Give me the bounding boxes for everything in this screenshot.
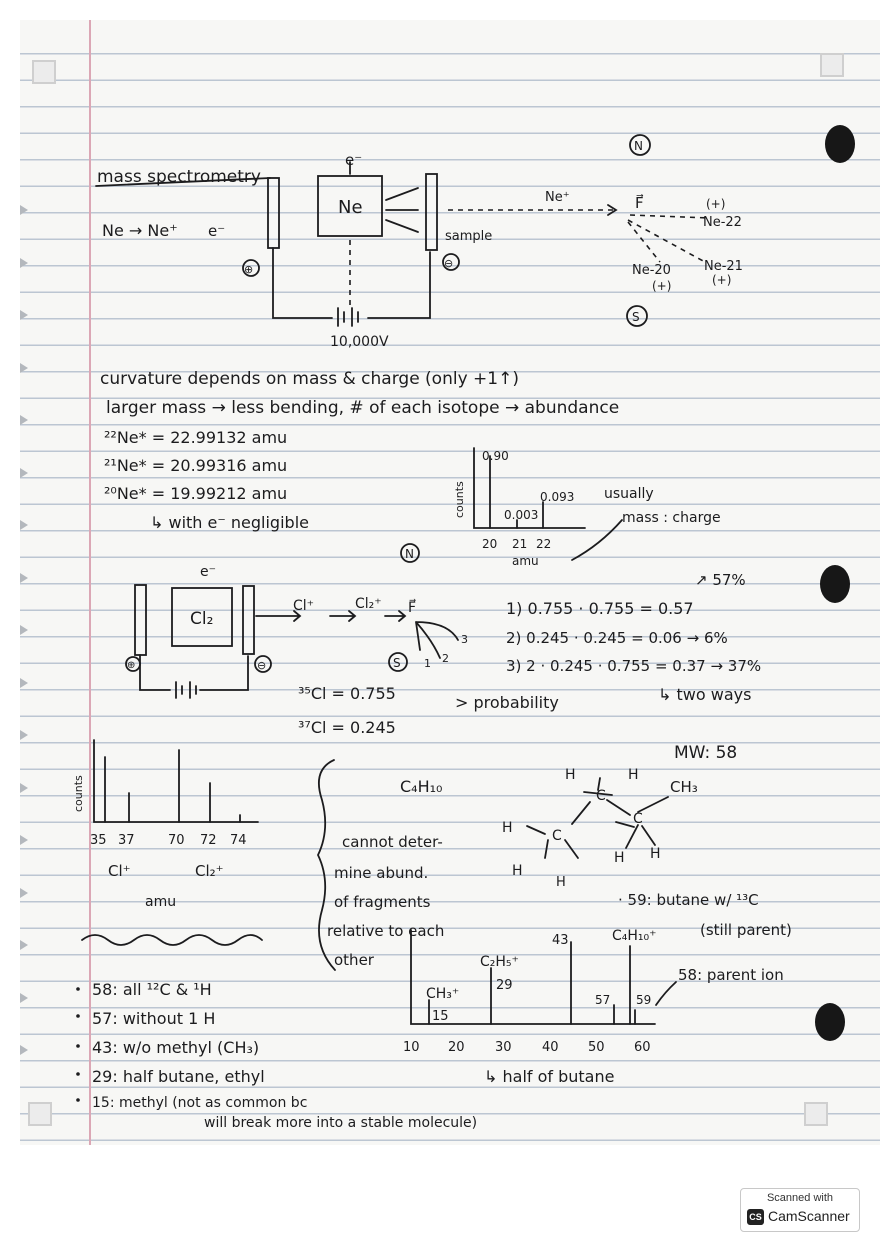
peak-label-15: 15: [432, 1009, 449, 1024]
ne-spectrometer-diagram: [96, 135, 710, 326]
positive-plate-label: ⊕: [127, 660, 136, 671]
tick-40: 40: [542, 1040, 559, 1055]
tick-30: 30: [495, 1040, 512, 1055]
positive-plate-label: ⊕: [244, 263, 254, 276]
cl2-ion-peak-label: Cl₂⁺: [195, 862, 224, 880]
cl-ion-label: Cl⁺: [293, 598, 315, 614]
probability-calc-3: 3) 2 · 0.245 · 0.755 = 0.37 → 37%: [506, 657, 762, 675]
tick-60: 60: [634, 1040, 651, 1055]
negative-plate-label: ⊖: [444, 257, 454, 270]
note-57-percent: ↗ 57%: [695, 571, 746, 589]
cl-ion-peak-label: Cl⁺: [108, 862, 131, 880]
arrow-to-mass-charge: [572, 520, 622, 560]
path-label-1: 1: [424, 657, 431, 670]
fragment-list-bullets: [76, 987, 80, 1102]
note-mass-charge: mass : charge: [622, 510, 721, 526]
atom-c: C: [596, 788, 606, 804]
negative-plate-label: ⊖: [257, 659, 267, 672]
camscanner-brand: CamScanner: [768, 1208, 850, 1224]
tick-37: 37: [118, 833, 135, 848]
atom-h: H: [565, 767, 576, 783]
note-relative: relative to each: [327, 922, 445, 940]
wavy-divider: [82, 935, 262, 945]
path-label-2: 2: [442, 652, 449, 665]
north-pole-label: N: [634, 139, 643, 153]
ne20-mass: ²⁰Ne* = 19.99212 amu: [104, 484, 288, 503]
force-vector-label: F⃗: [635, 194, 644, 212]
heading-mass-spectrometry: mass spectrometry: [97, 167, 261, 187]
electron-beam-label: e⁻: [345, 151, 363, 169]
probability-calc-1: 1) 0.755 · 0.755 = 0.57: [506, 599, 694, 618]
cl-spectrum-chart: [94, 740, 258, 822]
peak-value-0093: 0.093: [540, 490, 575, 504]
fragment-29: 29: half butane, ethyl: [92, 1067, 265, 1086]
ne21-label: Ne-21: [704, 259, 743, 274]
atom-h: H: [650, 846, 661, 862]
fragment-43: 43: w/o methyl (CH₃): [92, 1038, 260, 1057]
peak-label-57: 57: [595, 993, 611, 1007]
note-other: other: [334, 951, 374, 969]
atom-c: C: [633, 811, 643, 827]
atom-h: H: [628, 767, 639, 783]
butane-spectrum-chart: [411, 930, 676, 1024]
note-probability: > probability: [455, 693, 559, 712]
fragment-57: 57: without 1 H: [92, 1009, 216, 1028]
note-usually: usually: [604, 486, 654, 502]
tick-74: 74: [230, 833, 247, 848]
ne21-mass: ²¹Ne* = 20.99316 amu: [104, 456, 288, 475]
fragment-15-continued: will break more into a stable molecule): [204, 1115, 478, 1131]
tick-22: 22: [536, 537, 552, 551]
charge-label: (+): [706, 197, 726, 211]
note-fragments: of fragments: [334, 893, 431, 911]
atom-h: H: [556, 875, 566, 890]
note-two-ways: ↳ two ways: [658, 685, 752, 704]
peak-label-59: 59: [636, 993, 652, 1007]
note-cannot-determine: cannot deter-: [342, 833, 443, 851]
tick-20: 20: [448, 1040, 465, 1055]
note-parent-ion: 58: parent ion: [678, 966, 784, 984]
charge-label: (+): [652, 279, 672, 293]
note-59-butane: · 59: butane w/ ¹³C: [618, 891, 759, 909]
tick-50: 50: [588, 1040, 605, 1055]
south-pole-label: S: [393, 656, 401, 670]
cl37-abundance: ³⁷Cl = 0.245: [298, 718, 396, 737]
camscanner-logo-icon: CS: [747, 1209, 764, 1225]
fragment-15: 15: methyl (not as common bc: [92, 1095, 308, 1111]
amu-axis-label: amu: [145, 894, 177, 910]
note-electron-negligible: ↳ with e⁻ negligible: [150, 513, 309, 532]
note-still-parent: (still parent): [700, 921, 792, 939]
butane-ion-label: C₄H₁₀⁺: [612, 928, 657, 944]
peak-label-43: 43: [552, 933, 569, 948]
scanned-with-caption: Scanned with: [766, 1192, 834, 1204]
peak-value-0003: 0.003: [504, 508, 539, 522]
tick-72: 72: [200, 833, 217, 848]
ethyl-ion-label: C₂H₅⁺: [480, 954, 519, 970]
note-half-of-butane: ↳ half of butane: [484, 1067, 615, 1086]
atom-h: H: [502, 820, 513, 836]
tick-70: 70: [168, 833, 185, 848]
ne22-label: Ne-22: [703, 215, 742, 230]
south-pole-label: S: [632, 310, 640, 324]
note-mine-abund: mine abund.: [334, 864, 429, 882]
ne20-label: Ne-20: [632, 263, 671, 278]
atom-h: H: [614, 850, 625, 866]
fragment-58: 58: all ¹²C & ¹H: [92, 980, 212, 999]
sample-label: sample: [445, 229, 493, 244]
path-label-3: 3: [461, 633, 468, 646]
peak-value-090: 0.90: [482, 449, 509, 463]
camscanner-watermark: [740, 1188, 860, 1232]
ne22-mass: ²²Ne* = 22.99132 amu: [104, 428, 288, 447]
butane-formula: C₄H₁₀: [400, 777, 443, 796]
methyl-ion-label: CH₃⁺: [426, 986, 460, 1002]
ne-chamber-label: Ne: [338, 197, 363, 218]
force-vector-label: F⃗: [408, 600, 417, 616]
atom-c: C: [552, 828, 562, 844]
note-curvature: curvature depends on mass & charge (only +1↑): [100, 369, 519, 389]
ne-ion-label: Ne⁺: [545, 190, 570, 205]
amu-axis-label: amu: [512, 554, 539, 568]
electron-label: e⁻: [208, 222, 226, 240]
tick-35: 35: [90, 833, 107, 848]
peak-label-29: 29: [496, 978, 513, 993]
note-larger-mass: larger mass → less bending, # of each isotope → abundance: [106, 398, 620, 418]
counts-axis-label: counts: [72, 775, 85, 812]
methyl-group: CH₃: [670, 778, 698, 796]
atom-h: H: [512, 863, 523, 879]
tick-20: 20: [482, 537, 498, 551]
cl2-ion-label: Cl₂⁺: [355, 596, 382, 612]
molecular-weight: MW: 58: [674, 743, 738, 763]
ne-ionization-equation: Ne → Ne⁺: [102, 221, 178, 240]
charge-label: (+): [712, 273, 732, 287]
north-pole-label: N: [405, 547, 414, 561]
probability-calc-2: 2) 0.245 · 0.245 = 0.06 → 6%: [506, 629, 728, 647]
cl2-chamber-label: Cl₂: [190, 609, 214, 629]
cl35-abundance: ³⁵Cl = 0.755: [298, 684, 396, 703]
counts-axis-label: counts: [453, 481, 466, 518]
tick-10: 10: [403, 1040, 420, 1055]
electron-beam-label: e⁻: [200, 564, 217, 580]
voltage-label: 10,000V: [330, 334, 389, 350]
tick-21: 21: [512, 537, 528, 551]
